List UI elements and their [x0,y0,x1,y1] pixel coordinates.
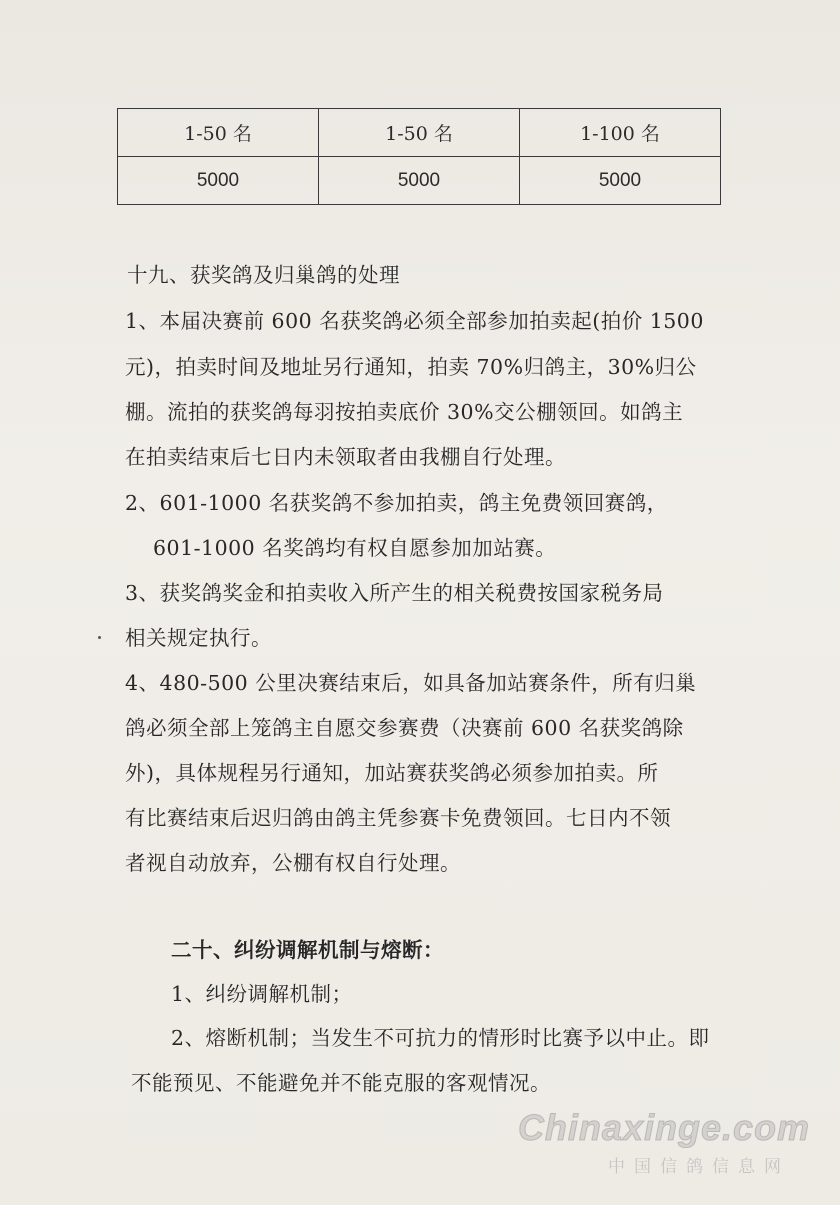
table-header-cell: 1-100 名 [520,109,721,157]
watermark-logo: Chinaxinge.com [517,1107,810,1148]
table-row [118,109,721,157]
section-19-title: 十九、获奖鸽及归巢鸽的处理 [127,263,400,287]
paragraph-line: 1、本届决赛前 600 名获奖鸽必须全部参加拍卖起(拍价 1500 [125,309,704,333]
paragraph-line: 相关规定执行。 [125,626,272,650]
paragraph-line: 棚。流拍的获奖鸽每羽按拍卖底价 30%交公棚领回。如鸽主 [125,400,684,424]
prize-table [117,108,721,205]
paragraph-line: 外)，具体规程另行通知，加站赛获奖鸽必须参加拍卖。所 [125,761,659,785]
paragraph-line: 元)，拍卖时间及地址另行通知，拍卖 70%归鸽主，30%归公 [125,355,697,379]
paragraph-line: 者视自动放弃，公棚有权自行处理。 [125,851,461,875]
table-value-cell: 5000 [118,157,319,205]
table-value-cell: 5000 [520,157,721,205]
section-20-title: 二十、纠纷调解机制与熔断： [171,938,444,962]
paragraph-line: 有比赛结束后迟归鸽由鸽主凭参赛卡免费领回。七日内不领 [125,806,671,830]
paragraph-line: 鸽必须全部上笼鸽主自愿交参赛费（决赛前 600 名获奖鸽除 [125,716,684,740]
watermark-subtitle: 中国信鸽信息网 [608,1157,790,1177]
paragraph-line: 2、601-1000 名获奖鸽不参加拍卖，鸽主免费领回赛鸽， [125,491,668,515]
watermark [518,1108,810,1177]
paragraph-line: 在拍卖结束后七日内未领取者由我棚自行处理。 [125,445,566,469]
scan-speck [98,636,101,639]
table-header-cell: 1-50 名 [319,109,520,157]
table-row [118,157,721,205]
paragraph-line: 601-1000 名奖鸽均有权自愿参加加站赛。 [153,536,557,560]
table-value-cell: 5000 [319,157,520,205]
paragraph-line: 4、480-500 公里决赛结束后，如具备加站赛条件，所有归巢 [125,671,697,695]
paragraph-line: 不能预见、不能避免并不能克服的客观情况。 [131,1071,551,1095]
paragraph-line: 1、纠纷调解机制； [171,982,353,1006]
paragraph-line: 3、获奖鸽奖金和拍卖收入所产生的相关税费按国家税务局 [125,581,664,605]
paragraph-line: 2、熔断机制；当发生不可抗力的情形时比赛予以中止。即 [171,1026,710,1050]
table-header-cell: 1-50 名 [118,109,319,157]
